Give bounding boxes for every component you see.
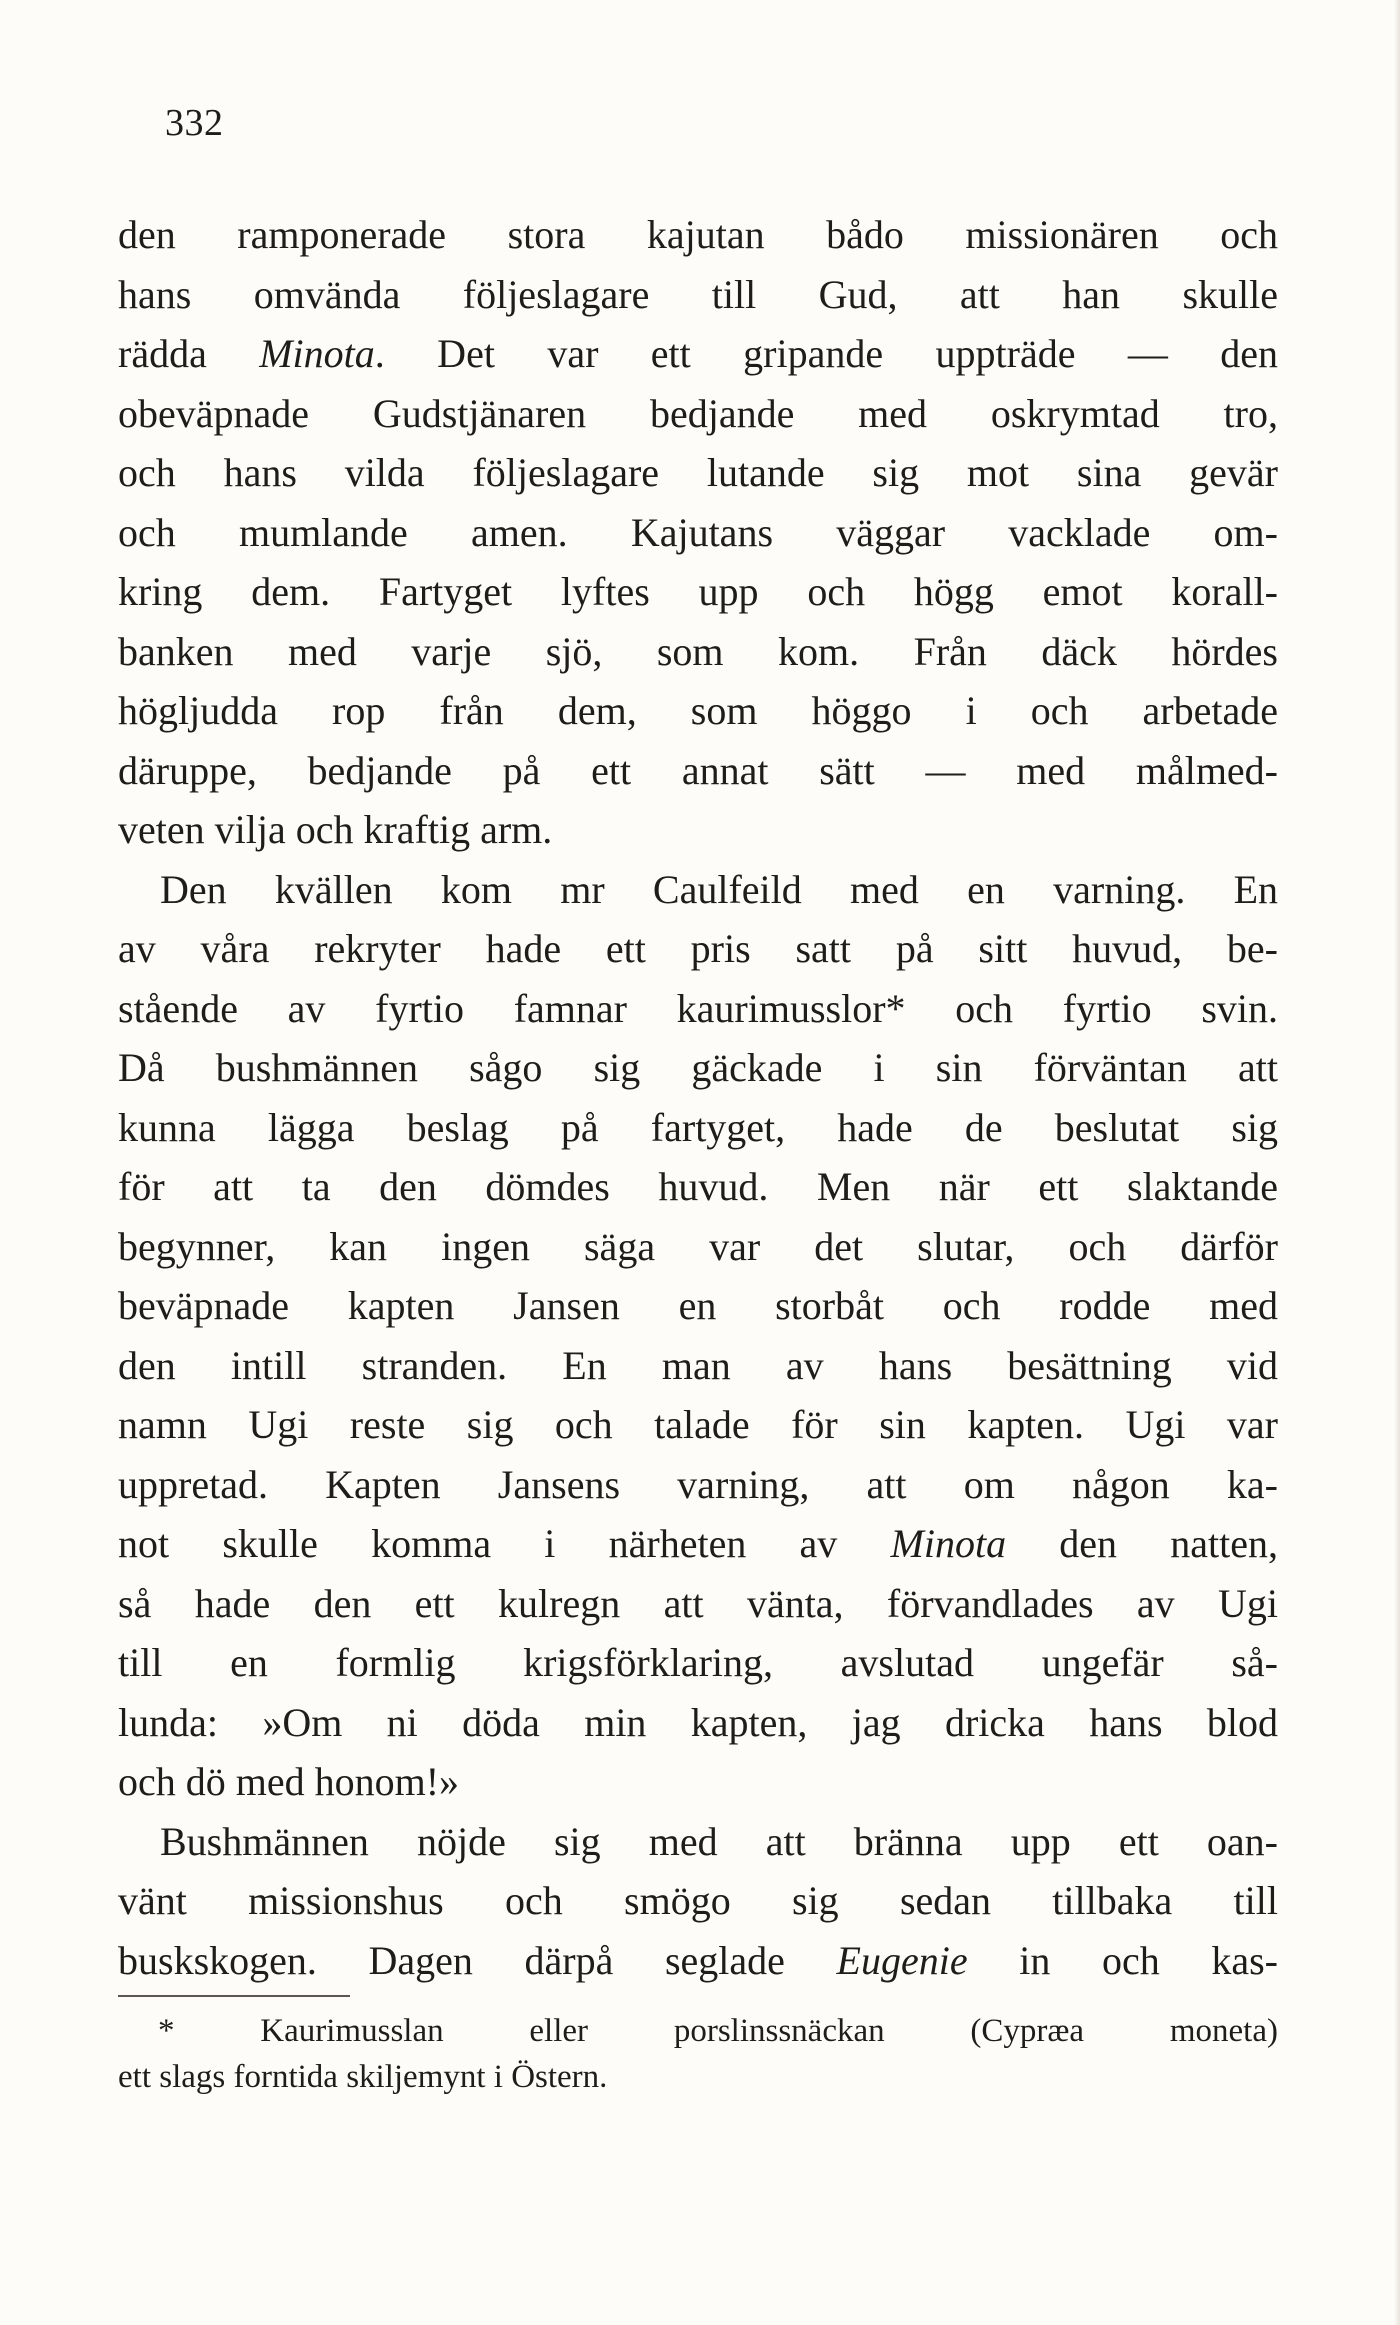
text-line: obeväpnade Gudstjänaren bedjande med oskrymtad tro, <box>118 390 1278 436</box>
text-line: hans omvända följeslagare till Gud, att han skulle <box>118 271 1278 317</box>
text-line: veten vilja och kraftig arm. <box>118 807 553 852</box>
text-line: högljudda rop från dem, som höggo i och arbetade <box>118 688 1278 733</box>
text-line: av våra rekryter hade ett pris satt på sitt huvud, be- <box>118 926 1278 971</box>
page-edge-shadow <box>1394 0 1400 2325</box>
footnote-line: * Kaurimusslan eller porslinssnäckan (Cypræa moneta) <box>158 2013 1278 2049</box>
text-line: till en formlig krigsförklaring, avslutad ungefär så- <box>118 1640 1278 1685</box>
text-line: not skulle komma i närheten av Minota den natten, <box>118 1521 1278 1566</box>
text-line: däruppe, bedjande på ett annat sätt — med målmed- <box>118 747 1278 793</box>
text-line: för att ta den dömdes huvud. Men när ett slaktande <box>118 1164 1278 1209</box>
text-line: den ramponerade stora kajutan bådo missionären och <box>118 212 1278 257</box>
text-line: stående av fyrtio famnar kaurimusslor* och fyrtio svin. <box>118 985 1278 1031</box>
text-line: begynner, kan ingen säga var det slutar, och därför <box>118 1223 1278 1269</box>
text-line: Då bushmännen sågo sig gäckade i sin förväntan att <box>118 1045 1278 1090</box>
text-line: så hade den ett kulregn att vänta, förvandlades av Ugi <box>118 1580 1278 1626</box>
text-line: Bushmännen nöjde sig med att bränna upp ett oan- <box>160 1818 1278 1864</box>
footnote <box>118 2008 1278 2100</box>
text-line: rädda Minota. Det var ett gripande uppträde — den <box>118 331 1279 376</box>
text-line: namn Ugi reste sig och talade för sin kapten. Ugi var <box>118 1402 1278 1447</box>
text-line: kunna lägga beslag på fartyget, hade de beslutat sig <box>118 1104 1278 1150</box>
main-text <box>118 205 1278 1990</box>
footnote-divider <box>118 1995 350 1997</box>
text-line: banken med varje sjö, som kom. Från däck hördes <box>118 628 1278 674</box>
page-number: 332 <box>165 102 224 144</box>
text-line: beväpnade kapten Jansen en storbåt och rodde med <box>118 1283 1278 1328</box>
text-line: vänt missionshus och smögo sig sedan tillbaka till <box>118 1878 1278 1923</box>
text-line: kring dem. Fartyget lyftes upp och högg emot korall- <box>118 569 1278 614</box>
footnote-line: ett slags forntida skiljemynt i Östern. <box>118 2059 608 2095</box>
text-line: den intill stranden. En man av hans besättning vid <box>118 1342 1278 1388</box>
text-line: uppretad. Kapten Jansens varning, att om någon ka- <box>118 1461 1278 1507</box>
text-line: buskskogen. Dagen därpå seglade Eugenie in och kas- <box>118 1937 1278 1983</box>
text-line: och hans vilda följeslagare lutande sig mot sina gevär <box>118 450 1278 495</box>
text-line: lunda: »Om ni döda min kapten, jag dricka hans blod <box>118 1699 1278 1745</box>
text-line: och dö med honom!» <box>118 1759 460 1804</box>
text-line: Den kvällen kom mr Caulfeild med en varning. En <box>160 866 1278 912</box>
text-line: och mumlande amen. Kajutans väggar vacklade om- <box>118 509 1278 555</box>
